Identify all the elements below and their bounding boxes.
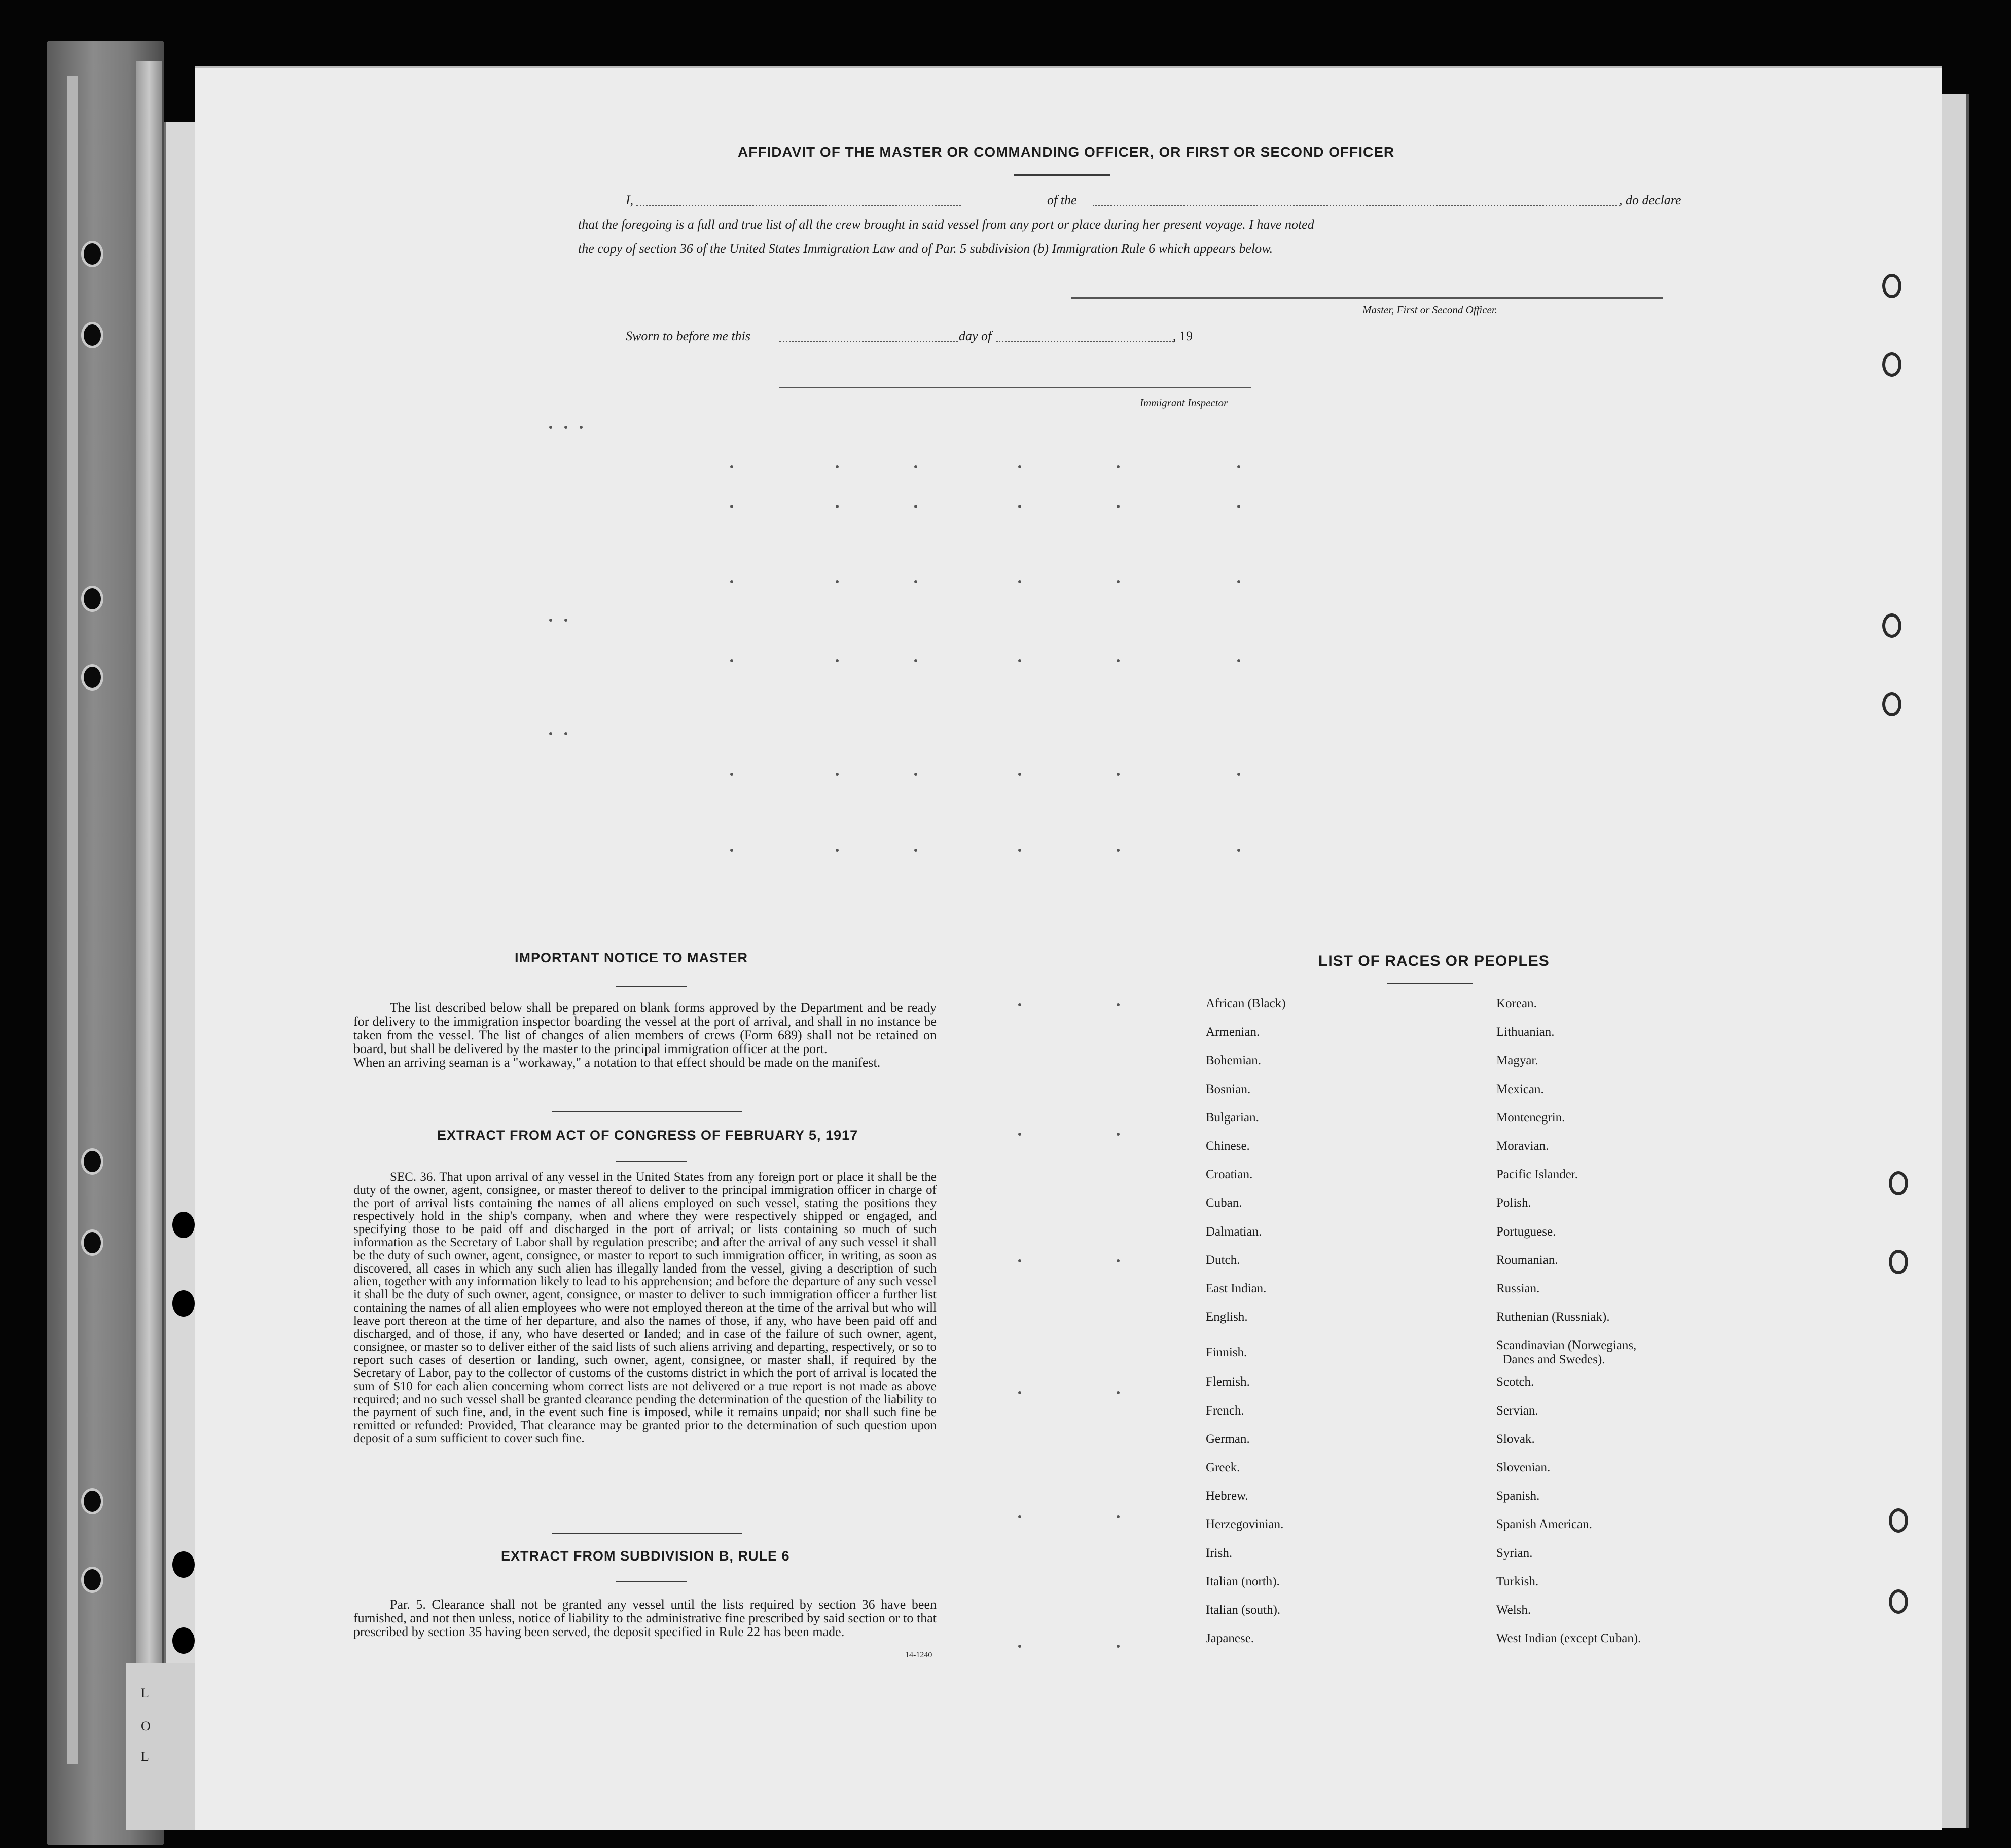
dot-leader (1018, 773, 1021, 776)
binder-ring (1889, 1250, 1908, 1274)
sworn-suffix: , 19 (1173, 329, 1193, 343)
dot-leader (836, 773, 839, 776)
race-item: Slovenian. (1496, 1461, 1551, 1474)
inspector-label: Immigrant Inspector (1140, 396, 1228, 409)
margin-letter: L (141, 1686, 149, 1700)
race-item: Finnish. (1206, 1346, 1247, 1360)
binder-edge (136, 61, 162, 1825)
race-item: Flemish. (1206, 1375, 1250, 1389)
dot-leader (1018, 580, 1021, 583)
affidavit-line1-prefix: I, (626, 193, 634, 207)
race-item: Bulgarian. (1206, 1110, 1259, 1125)
dot-leader (730, 505, 733, 508)
race-item: Slovak. (1496, 1432, 1535, 1446)
race-item: Scotch. (1496, 1375, 1534, 1389)
race-item: Croatian. (1206, 1168, 1253, 1182)
binder-ring (1882, 692, 1901, 716)
affidavit-line2: that the foregoing is a full and true list of all the crew brought in said vessel from any port or place during her present voyage. I have noted (578, 217, 1314, 232)
dot-leader (549, 619, 552, 622)
race-item: Lithuanian. (1496, 1025, 1555, 1039)
dot-leader (914, 659, 917, 662)
race-item: Mexican. (1496, 1082, 1544, 1096)
race-item: Spanish American. (1496, 1517, 1592, 1532)
notice-title: IMPORTANT NOTICE TO MASTER (515, 950, 748, 965)
dot-leader (1018, 1259, 1021, 1262)
dot-leader (1018, 465, 1021, 468)
margin-letter: O (141, 1719, 151, 1733)
dot-leader (836, 465, 839, 468)
binder-hole (81, 241, 103, 267)
race-item: Hebrew. (1206, 1489, 1248, 1503)
race-item: Ruthenian (Russniak). (1496, 1310, 1610, 1324)
dot-leader (564, 426, 567, 429)
race-item: Dutch. (1206, 1253, 1240, 1267)
race-item: Turkish. (1496, 1574, 1539, 1588)
race-item: Bohemian. (1206, 1054, 1262, 1068)
race-item: Irish. (1206, 1546, 1233, 1560)
dot-leader (730, 849, 733, 852)
race-item: East Indian. (1206, 1282, 1267, 1295)
dot-leader (836, 580, 839, 583)
page-right-edge (1942, 94, 1969, 1828)
act-title: EXTRACT FROM ACT OF CONGRESS OF FEBRUARY 5, 1917 (437, 1128, 858, 1143)
race-item: Servian. (1496, 1403, 1538, 1418)
dot-leader (1117, 505, 1120, 508)
dot-leader (564, 619, 567, 622)
dot-leader (836, 849, 839, 852)
dot-leader (1018, 1515, 1021, 1518)
dot-leader (1117, 849, 1120, 852)
binder-hole (172, 1627, 195, 1654)
race-item: Pacific Islander. (1496, 1168, 1578, 1182)
dot-leader (1237, 505, 1240, 508)
divider (552, 1533, 742, 1534)
race-item: Korean. (1496, 997, 1537, 1010)
races-title: LIST OF RACES OR PEOPLES (1318, 953, 1550, 969)
race-item: Russian. (1496, 1282, 1540, 1295)
dot-leader (1117, 1259, 1120, 1262)
divider (552, 1111, 742, 1112)
dot-leader (1018, 1645, 1021, 1648)
dot-leader (1018, 659, 1021, 662)
dot-leader (1018, 1003, 1021, 1006)
binder-hole (81, 664, 103, 691)
dot-leader (836, 659, 839, 662)
affidavit-line1-suffix: , do declare (1619, 193, 1681, 207)
dot-leader (1117, 1645, 1120, 1648)
dot-leader (549, 426, 552, 429)
race-item: Italian (north). (1206, 1574, 1280, 1588)
race-item: Bosnian. (1206, 1082, 1251, 1096)
dot-leader (1237, 580, 1240, 583)
binder-ring (1882, 352, 1901, 377)
binder-hole (81, 586, 103, 612)
dot-leader (1018, 505, 1021, 508)
race-item: Armenian. (1206, 1025, 1260, 1039)
race-item: Scandinavian (Norwegians, Danes and Swedes). (1496, 1338, 1637, 1367)
dot-leader (1237, 773, 1240, 776)
race-item: French. (1206, 1403, 1244, 1418)
dot-leader (914, 505, 917, 508)
affidavit-title: AFFIDAVIT OF THE MASTER OR COMMANDING OFFICER, OR FIRST OR SECOND OFFICER (738, 144, 1395, 160)
dot-leader (836, 505, 839, 508)
divider (616, 986, 687, 987)
form-number: 14-1240 (905, 1651, 932, 1659)
binder-hole (172, 1212, 195, 1238)
dot-leader (564, 732, 567, 735)
dot-leader (730, 580, 733, 583)
binder-ring (1882, 274, 1901, 298)
race-item: Moravian. (1496, 1139, 1549, 1153)
race-item: Italian (south). (1206, 1603, 1281, 1617)
race-item: Greek. (1206, 1461, 1240, 1474)
notice-text: The list described below shall be prepared on blank forms approved by the Department and be ready for delivery to the immigration inspector boarding the vessel at the port of arrival, and shall in no instance be taken from the vessel. The list of changes of alien members of crews (Form 689) shall not be retained on board, but shall be delivered by the master to the principal immigration officer at the port. When an arriving seaman is a "workaway," a notation to that effect should be made on the manifest. (353, 1000, 937, 1070)
race-item: Portuguese. (1496, 1224, 1556, 1239)
race-item: Cuban. (1206, 1196, 1242, 1210)
binder-hole (81, 1488, 103, 1514)
sworn-month-blank[interactable] (996, 341, 1174, 342)
master-signature-label: Master, First or Second Officer. (1362, 304, 1497, 316)
act-text: SEC. 36. That upon arrival of any vessel in the United States from any foreign port or place it shall be the duty of the owner, agent, consignee, or master thereof to deliver to the principal immigration officer in charge of the port of arrival lists containing the names of all aliens employed on such vessel, stating the positions they respectively hold in the ship's company, when and where they were respectively shipped or engaged, and specifying those to be paid off and discharged in the port of arrival; or lists containing so much of such information as the Secretary of Labor shall by regulation prescribe; and after the arrival of any such vessel it shall be the duty of such owner, agent, consignee, or master to report to such immigration officer, in writing, as soon as discovered, all cases in which any such alien has illegally landed from the vessel, giving a description of such alien, together with any information likely to lead to his apprehension; and before the departure of any such vessel it shall be the duty of such owner, agent, consignee, or master to deliver to such immigration officer a further list containing the names of all alien employees who were not employed thereon at the time of the arrival but who will leave port thereon at the time of her departure, and also the names of those, if any, who have been paid off and discharged, and of those, if any, who have deserted or landed; and in case of the failure of such owner, agent, consignee, or master so to deliver either of the said lists of such aliens arriving and departing, respectively, or so to report such cases of desertion or landing, such owner, agent, consignee, or master shall, if required by the Secretary of Labor, pay to the collector of customs of the customs district in which the port of arrival is located the sum of $10 for each alien concerning whom correct lists are not delivered or a true report is not made as above required; and no such vessel shall be granted clearance pending the determination of the question of the liability to the payment of such fine, and, in the event such fine is imposed, while it remains unpaid; nor shall such fine be remitted or refunded: Provided, That clearance may be granted prior to the determination of such question upon deposit of a sum sufficient to cover such fine. (353, 1170, 937, 1445)
sworn-mid: day of (959, 329, 992, 343)
race-item: Japanese. (1206, 1632, 1254, 1646)
manifest-page (195, 66, 1942, 1830)
dot-leader (1117, 1515, 1120, 1518)
dot-leader (1117, 1133, 1120, 1136)
race-item: Spanish. (1496, 1489, 1540, 1503)
race-item: Dalmatian. (1206, 1224, 1262, 1239)
dot-leader (914, 849, 917, 852)
race-item: Magyar. (1496, 1054, 1538, 1068)
binder-hole (81, 1567, 103, 1593)
dot-leader (1018, 849, 1021, 852)
divider (1387, 983, 1473, 984)
rule-title: EXTRACT FROM SUBDIVISION B, RULE 6 (501, 1548, 790, 1564)
dot-leader (580, 426, 583, 429)
race-item: Chinese. (1206, 1139, 1250, 1153)
binder-ring (1889, 1171, 1908, 1195)
race-item: Herzegovinian. (1206, 1517, 1284, 1532)
inspector-signature-line[interactable] (779, 387, 1251, 388)
divider (1014, 174, 1110, 176)
name-blank[interactable] (636, 205, 961, 206)
underlying-page-edge (164, 122, 197, 1668)
dot-leader (730, 773, 733, 776)
dot-leader (1117, 580, 1120, 583)
binder-ring (1889, 1589, 1908, 1614)
binder-hole (81, 1148, 103, 1175)
divider (616, 1161, 687, 1162)
binder-hole (81, 1229, 103, 1256)
dot-leader (730, 465, 733, 468)
dot-leader (1018, 1133, 1021, 1136)
race-item: English. (1206, 1310, 1248, 1324)
dot-leader (1018, 1391, 1021, 1394)
binder-ring (1882, 613, 1901, 638)
dot-leader (1117, 659, 1120, 662)
margin-letter: L (141, 1749, 149, 1764)
dot-leader (1117, 465, 1120, 468)
race-item: Polish. (1496, 1196, 1531, 1210)
binder-edge (67, 76, 78, 1764)
sworn-day-blank[interactable] (779, 341, 958, 342)
dot-leader (730, 659, 733, 662)
race-item: West Indian (except Cuban). (1496, 1632, 1641, 1646)
race-item: Montenegrin. (1496, 1110, 1565, 1125)
dot-leader (914, 465, 917, 468)
binder-ring (1889, 1508, 1908, 1533)
vessel-blank[interactable] (1093, 205, 1620, 206)
dot-leader (914, 580, 917, 583)
dot-leader (1117, 1003, 1120, 1006)
dot-leader (914, 773, 917, 776)
dot-leader (1237, 849, 1240, 852)
race-item: African (Black) (1206, 997, 1286, 1010)
race-item: German. (1206, 1432, 1250, 1446)
master-signature-line[interactable] (1071, 297, 1663, 299)
dot-leader (1117, 773, 1120, 776)
rule-text: Par. 5. Clearance shall not be granted any vessel until the lists required by section 36 have been furnished, and not then unless, notice of liability to the administrative fine prescribed by said section or to that prescribed by section 35 having been served, the deposit specified in Rule 22 has been made. (353, 1597, 937, 1639)
race-item: Syrian. (1496, 1546, 1533, 1560)
race-item: Roumanian. (1496, 1253, 1558, 1267)
binder-hole (81, 322, 103, 348)
binder-hole (172, 1290, 195, 1317)
dot-leader (549, 732, 552, 735)
affidavit-line1-mid: of the (1047, 193, 1077, 207)
dot-leader (1117, 1391, 1120, 1394)
race-item: Welsh. (1496, 1603, 1531, 1617)
dot-leader (1237, 659, 1240, 662)
divider (616, 1581, 687, 1582)
affidavit-line3: the copy of section 36 of the United States Immigration Law and of Par. 5 subdivision (b) Immigration Rule 6 which appears below. (578, 241, 1273, 256)
dot-leader (1237, 465, 1240, 468)
sworn-prefix: Sworn to before me this (626, 329, 751, 343)
binder-hole (172, 1551, 195, 1578)
